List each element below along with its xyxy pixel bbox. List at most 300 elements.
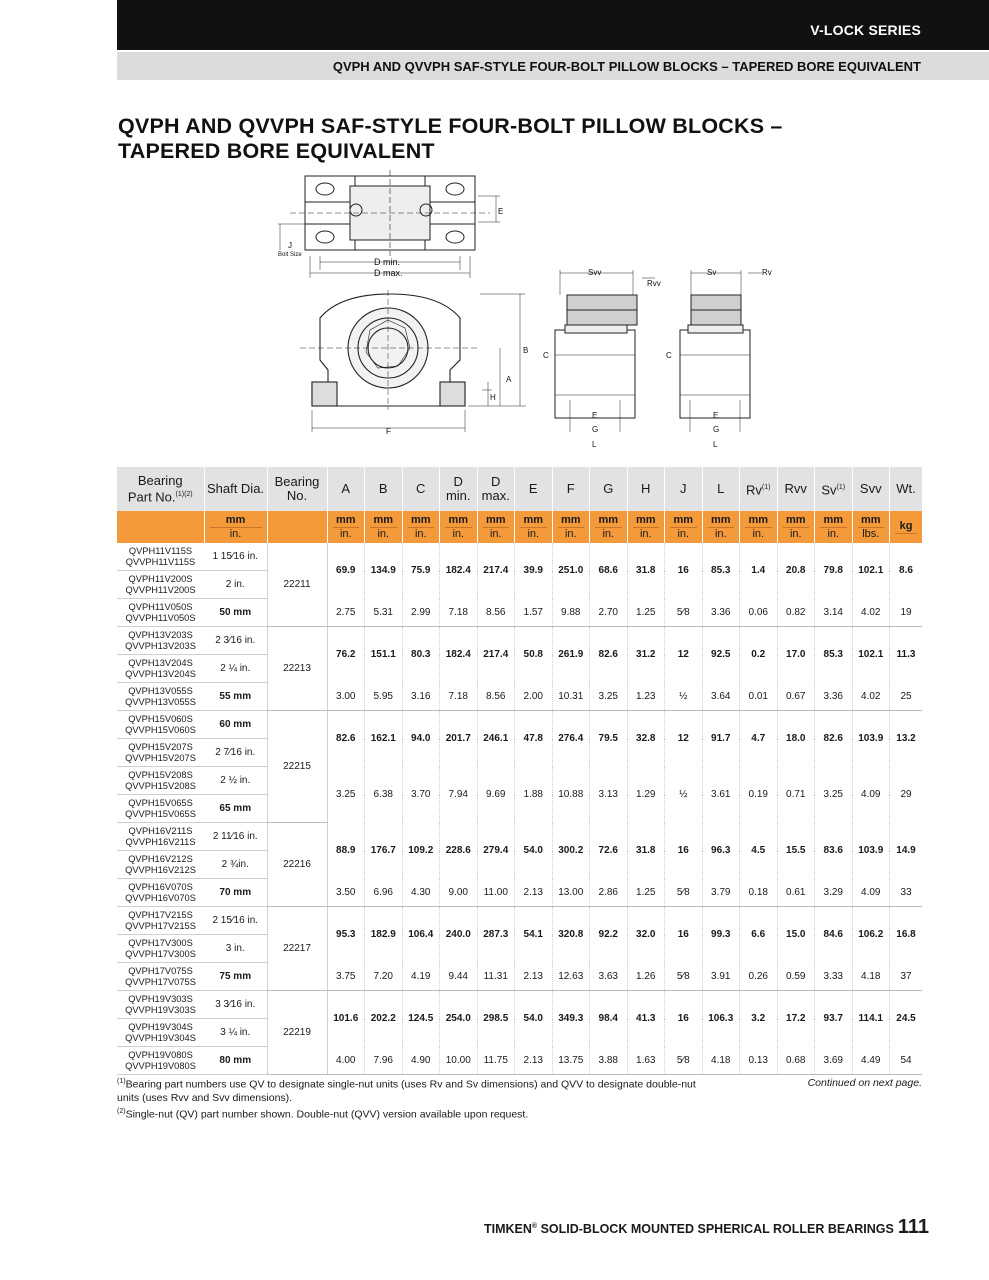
value-mm-cell: 54.0 [515, 991, 553, 1047]
label-bolt-size: Bolt Size [278, 252, 302, 258]
col-header-dim: B [365, 467, 403, 511]
bearing-no-cell: 22216 [267, 823, 327, 907]
value-in-cell: 0.06 [740, 599, 778, 627]
units-cell: kg [890, 511, 923, 543]
value-in-cell: 13.00 [552, 879, 590, 907]
value-mm-cell: 251.0 [552, 543, 590, 599]
value-in-cell: 3.25 [815, 767, 853, 823]
value-mm-cell: 240.0 [440, 907, 478, 963]
label-j: J [288, 241, 292, 250]
units-cell: mm in. [327, 511, 365, 543]
label-l-side1: L [592, 440, 597, 449]
value-mm-cell: 162.1 [365, 711, 403, 767]
value-in-cell: 54 [890, 1047, 923, 1075]
part-number-cell: QVPH13V203S QVVPH13V203S [117, 627, 204, 655]
value-in-cell: 5.95 [365, 683, 403, 711]
shaft-dia-cell: 2 ¼ in. [204, 655, 267, 683]
value-in-cell: 3.16 [402, 683, 440, 711]
value-mm-cell: 124.5 [402, 991, 440, 1047]
shaft-dia-cell: 60 mm [204, 711, 267, 739]
part-number-cell: QVPH13V204S QVVPH13V204S [117, 655, 204, 683]
shaft-dia-cell: 2 in. [204, 571, 267, 599]
label-l-side2: L [713, 440, 718, 449]
value-mm-cell: 68.6 [590, 543, 628, 599]
col-header-shaft-dia: Shaft Dia. [204, 467, 267, 511]
value-in-cell: 3.00 [327, 683, 365, 711]
side-view-single [680, 270, 762, 432]
table-row [117, 907, 922, 935]
value-in-cell: 3.88 [590, 1047, 628, 1075]
value-in-cell: 4.02 [852, 683, 890, 711]
part-number-cell: QVPH19V304S QVVPH19V304S [117, 1019, 204, 1047]
value-in-cell: 7.18 [440, 683, 478, 711]
value-in-cell: 3.50 [327, 879, 365, 907]
value-in-cell: 5⁄8 [665, 879, 703, 907]
units-cell: mm in. [440, 511, 478, 543]
label-b: B [523, 346, 529, 355]
label-d-min: D min. [374, 257, 401, 267]
value-in-cell: 0.82 [777, 599, 815, 627]
value-mm-cell: 103.9 [852, 711, 890, 767]
value-mm-cell: 3.2 [740, 991, 778, 1047]
col-header-dim: Svv [852, 467, 890, 511]
value-in-cell: 2.13 [515, 879, 553, 907]
part-number-cell: QVPH11V115S QVVPH11V115S [117, 543, 204, 571]
shaft-dia-cell: 2 ¾in. [204, 851, 267, 879]
value-mm-cell: 31.2 [627, 627, 665, 683]
col-header-dim: Wt. [890, 467, 923, 511]
value-in-cell: 5⁄8 [665, 599, 703, 627]
label-svv: Svv [588, 268, 602, 277]
shaft-dia-cell: 1 15⁄16 in. [204, 543, 267, 571]
value-in-cell: 4.30 [402, 879, 440, 907]
value-in-cell: 7.20 [365, 963, 403, 991]
front-view [300, 290, 529, 432]
value-mm-cell: 18.0 [777, 711, 815, 767]
value-in-cell: 4.19 [402, 963, 440, 991]
value-mm-cell: 11.3 [890, 627, 923, 683]
value-mm-cell: 106.3 [702, 991, 740, 1047]
value-mm-cell: 4.7 [740, 711, 778, 767]
value-in-cell: 4.18 [852, 963, 890, 991]
value-mm-cell: 75.9 [402, 543, 440, 599]
col-header-dim: L [702, 467, 740, 511]
value-mm-cell: 32.0 [627, 907, 665, 963]
part-number-cell: QVPH15V060S QVVPH15V060S [117, 711, 204, 739]
value-mm-cell: 228.6 [440, 823, 478, 879]
units-cell: mm in. [515, 511, 553, 543]
bearing-no-cell: 22217 [267, 907, 327, 991]
label-c-side: C [666, 351, 672, 360]
section-subtitle: QVPH AND QVVPH SAF-STYLE FOUR-BOLT PILLOW BLOCKS – TAPERED BORE EQUIVALENT [332, 59, 921, 74]
part-number-cell: QVPH17V075S QVVPH17V075S [117, 963, 204, 991]
shaft-dia-cell: 50 mm [204, 599, 267, 627]
value-in-cell: 3.25 [327, 767, 365, 823]
shaft-dia-cell: 2 ½ in. [204, 767, 267, 795]
col-header-dim: D max. [477, 467, 515, 511]
col-header-dim: E [515, 467, 553, 511]
label-f: F [386, 427, 391, 436]
value-mm-cell: 88.9 [327, 823, 365, 879]
value-mm-cell: 17.0 [777, 627, 815, 683]
top-banner [117, 0, 989, 50]
value-in-cell: 3.33 [815, 963, 853, 991]
value-mm-cell: 82.6 [590, 627, 628, 683]
units-cell: mm in. [815, 511, 853, 543]
value-in-cell: 25 [890, 683, 923, 711]
value-mm-cell: 85.3 [815, 627, 853, 683]
shaft-dia-cell: 2 7⁄16 in. [204, 739, 267, 767]
value-in-cell: 19 [890, 599, 923, 627]
table-row [117, 767, 922, 795]
footnotes [117, 1075, 717, 1121]
value-in-cell: 1.25 [627, 599, 665, 627]
page-number: 111 [897, 1216, 929, 1238]
value-in-cell: 5⁄8 [665, 963, 703, 991]
value-mm-cell: 20.8 [777, 543, 815, 599]
value-mm-cell: 39.9 [515, 543, 553, 599]
part-number-cell: QVPH15V207S QVVPH15V207S [117, 739, 204, 767]
value-mm-cell: 92.5 [702, 627, 740, 683]
page-footer [484, 1216, 929, 1239]
value-mm-cell: 50.8 [515, 627, 553, 683]
value-in-cell: 33 [890, 879, 923, 907]
value-in-cell: 5.31 [365, 599, 403, 627]
value-in-cell: 0.18 [740, 879, 778, 907]
value-mm-cell: 217.4 [477, 543, 515, 599]
units-cell [117, 511, 204, 543]
value-mm-cell: 84.6 [815, 907, 853, 963]
value-mm-cell: 101.6 [327, 991, 365, 1047]
value-mm-cell: 287.3 [477, 907, 515, 963]
shaft-dia-cell: 3 in. [204, 935, 267, 963]
value-mm-cell: 176.7 [365, 823, 403, 879]
value-in-cell: 3.25 [590, 683, 628, 711]
continued-note: Continued on next page. [807, 1077, 922, 1089]
value-mm-cell: 76.2 [327, 627, 365, 683]
label-d-max: D max. [374, 268, 403, 278]
table-row [117, 543, 922, 571]
value-in-cell: 13.75 [552, 1047, 590, 1075]
shaft-dia-cell: 3 3⁄16 in. [204, 991, 267, 1019]
value-mm-cell: 151.1 [365, 627, 403, 683]
part-number-cell: QVPH16V212S QVVPH16V212S [117, 851, 204, 879]
table-row [117, 683, 922, 711]
part-number-cell: QVPH19V303S QVVPH19V303S [117, 991, 204, 1019]
value-mm-cell: 8.6 [890, 543, 923, 599]
shaft-dia-cell: 70 mm [204, 879, 267, 907]
value-in-cell: 1.23 [627, 683, 665, 711]
value-in-cell: 6.38 [365, 767, 403, 823]
table-row [117, 711, 922, 739]
label-sv: Sv [707, 268, 717, 277]
value-in-cell: 11.00 [477, 879, 515, 907]
value-mm-cell: 320.8 [552, 907, 590, 963]
value-mm-cell: 17.2 [777, 991, 815, 1047]
value-mm-cell: 93.7 [815, 991, 853, 1047]
bearing-no-cell: 22213 [267, 627, 327, 711]
value-mm-cell: 106.4 [402, 907, 440, 963]
value-in-cell: 10.31 [552, 683, 590, 711]
value-mm-cell: 47.8 [515, 711, 553, 767]
shaft-dia-cell: 65 mm [204, 795, 267, 823]
value-mm-cell: 16 [665, 907, 703, 963]
value-mm-cell: 106.2 [852, 907, 890, 963]
value-in-cell: 3.75 [327, 963, 365, 991]
value-mm-cell: 254.0 [440, 991, 478, 1047]
value-mm-cell: 102.1 [852, 627, 890, 683]
value-mm-cell: 15.5 [777, 823, 815, 879]
units-cell: mm in. [477, 511, 515, 543]
pillow-block-drawing [270, 170, 790, 460]
value-in-cell: 29 [890, 767, 923, 823]
value-mm-cell: 91.7 [702, 711, 740, 767]
part-number-cell: QVPH11V200S QVVPH11V200S [117, 571, 204, 599]
value-mm-cell: 80.3 [402, 627, 440, 683]
value-mm-cell: 102.1 [852, 543, 890, 599]
value-in-cell: 9.00 [440, 879, 478, 907]
col-header-dim: F [552, 467, 590, 511]
value-mm-cell: 69.9 [327, 543, 365, 599]
shaft-dia-cell: 75 mm [204, 963, 267, 991]
col-header-dim: Sv$^{(1)}$ [815, 467, 853, 511]
value-in-cell: 1.57 [515, 599, 553, 627]
value-mm-cell: 99.3 [702, 907, 740, 963]
value-mm-cell: 15.0 [777, 907, 815, 963]
value-mm-cell: 16 [665, 543, 703, 599]
units-cell: mm in. [740, 511, 778, 543]
label-g-side2: G [713, 425, 720, 434]
table-row [117, 963, 922, 991]
value-in-cell: 0.71 [777, 767, 815, 823]
value-mm-cell: 1.4 [740, 543, 778, 599]
units-cell: mm in. [365, 511, 403, 543]
value-mm-cell: 85.3 [702, 543, 740, 599]
bearing-no-cell: 22211 [267, 543, 327, 627]
value-in-cell: 12.63 [552, 963, 590, 991]
value-in-cell: 2.99 [402, 599, 440, 627]
label-e-top: E [498, 207, 504, 216]
value-in-cell: 2.70 [590, 599, 628, 627]
label-h: H [490, 393, 496, 402]
value-in-cell: 4.49 [852, 1047, 890, 1075]
value-in-cell: 7.96 [365, 1047, 403, 1075]
col-header-dim: H [627, 467, 665, 511]
part-number-cell: QVPH15V208S QVVPH15V208S [117, 767, 204, 795]
col-header-dim: C [402, 467, 440, 511]
value-in-cell: 11.31 [477, 963, 515, 991]
value-mm-cell: 12 [665, 711, 703, 767]
value-in-cell: 0.61 [777, 879, 815, 907]
shaft-dia-cell: 80 mm [204, 1047, 267, 1075]
part-number-cell: QVPH17V215S QVVPH17V215S [117, 907, 204, 935]
value-in-cell: 3.69 [815, 1047, 853, 1075]
units-cell: mm lbs. [852, 511, 890, 543]
value-mm-cell: 31.8 [627, 543, 665, 599]
value-in-cell: 0.68 [777, 1047, 815, 1075]
value-in-cell: 3.29 [815, 879, 853, 907]
value-mm-cell: 182.4 [440, 627, 478, 683]
part-number-cell: QVPH16V070S QVVPH16V070S [117, 879, 204, 907]
table-header-row [117, 467, 922, 511]
value-mm-cell: 41.3 [627, 991, 665, 1047]
table-row [117, 991, 922, 1019]
value-mm-cell: 32.8 [627, 711, 665, 767]
label-e-side2: E [713, 411, 719, 420]
value-in-cell: 3.36 [815, 683, 853, 711]
value-in-cell: 7.18 [440, 599, 478, 627]
value-in-cell: 2.13 [515, 1047, 553, 1075]
series-title: V-LOCK SERIES [810, 22, 921, 38]
shaft-dia-cell: 55 mm [204, 683, 267, 711]
side-view-double [555, 270, 655, 432]
part-number-cell: QVPH11V050S QVVPH11V050S [117, 599, 204, 627]
value-in-cell: 8.56 [477, 599, 515, 627]
shaft-dia-cell: 2 15⁄16 in. [204, 907, 267, 935]
value-in-cell: 9.44 [440, 963, 478, 991]
value-mm-cell: 182.4 [440, 543, 478, 599]
value-mm-cell: 182.9 [365, 907, 403, 963]
footnote-1: $^{(1)}$Bearing part numbers use QV to designate single-nut units (uses Rv and Sv dimensions) and QVV to designate double-nut units (uses Rvv and Svv dimensions). [117, 1078, 696, 1104]
value-in-cell: 3.79 [702, 879, 740, 907]
value-mm-cell: 12 [665, 627, 703, 683]
page-title [118, 114, 783, 164]
col-header-dim: J [665, 467, 703, 511]
value-in-cell: 0.13 [740, 1047, 778, 1075]
value-mm-cell: 24.5 [890, 991, 923, 1047]
value-in-cell: 8.56 [477, 683, 515, 711]
value-in-cell: 2.13 [515, 963, 553, 991]
value-in-cell: 3.61 [702, 767, 740, 823]
value-mm-cell: 79.8 [815, 543, 853, 599]
value-in-cell: 3.36 [702, 599, 740, 627]
value-in-cell: 2.75 [327, 599, 365, 627]
label-rvv: Rvv [647, 279, 661, 288]
units-cell: mm in. [665, 511, 703, 543]
value-in-cell: 2.86 [590, 879, 628, 907]
value-mm-cell: 134.9 [365, 543, 403, 599]
value-in-cell: ½ [665, 767, 703, 823]
value-mm-cell: 83.6 [815, 823, 853, 879]
value-mm-cell: 92.2 [590, 907, 628, 963]
value-mm-cell: 6.6 [740, 907, 778, 963]
value-in-cell: 7.94 [440, 767, 478, 823]
value-mm-cell: 298.5 [477, 991, 515, 1047]
table-row [117, 879, 922, 907]
col-header-dim: D min. [440, 467, 478, 511]
units-cell: mm in. [590, 511, 628, 543]
units-cell: mm in. [552, 511, 590, 543]
col-header-dim: Rv$^{(1)}$ [740, 467, 778, 511]
value-mm-cell: 82.6 [815, 711, 853, 767]
value-in-cell: 9.88 [552, 599, 590, 627]
table-row [117, 627, 922, 655]
value-mm-cell: 16 [665, 823, 703, 879]
value-mm-cell: 72.6 [590, 823, 628, 879]
table-row [117, 599, 922, 627]
footer-text: SOLID-BLOCK MOUNTED SPHERICAL ROLLER BEARINGS [537, 1222, 894, 1236]
part-number-cell: QVPH17V300S QVVPH17V300S [117, 935, 204, 963]
units-cell: mm in. [627, 511, 665, 543]
value-in-cell: 4.00 [327, 1047, 365, 1075]
units-cell [267, 511, 327, 543]
page-title-line1: QVPH AND QVVPH SAF-STYLE FOUR-BOLT PILLOW BLOCKS – [118, 114, 783, 138]
col-header-bearing-no: Bearing No. [267, 467, 327, 511]
value-in-cell: 1.26 [627, 963, 665, 991]
table-body [117, 543, 922, 1075]
dimensions-table [117, 467, 922, 1075]
value-in-cell: 6.96 [365, 879, 403, 907]
value-mm-cell: 16 [665, 991, 703, 1047]
col-header-dim: Rvv [777, 467, 815, 511]
table-row [117, 1047, 922, 1075]
value-mm-cell: 94.0 [402, 711, 440, 767]
value-in-cell: 1.63 [627, 1047, 665, 1075]
value-in-cell: 3.70 [402, 767, 440, 823]
value-mm-cell: 4.5 [740, 823, 778, 879]
footer-brand: TIMKEN [484, 1222, 532, 1236]
label-rv: Rv [762, 268, 772, 277]
value-in-cell: 0.67 [777, 683, 815, 711]
value-in-cell: 3.91 [702, 963, 740, 991]
value-in-cell: 4.09 [852, 767, 890, 823]
shaft-dia-cell: 2 11⁄16 in. [204, 823, 267, 851]
part-number-cell: QVPH19V080S QVVPH19V080S [117, 1047, 204, 1075]
sub-banner [117, 52, 989, 80]
value-in-cell: 0.19 [740, 767, 778, 823]
value-mm-cell: 276.4 [552, 711, 590, 767]
value-in-cell: 3.63 [590, 963, 628, 991]
value-in-cell: 2.00 [515, 683, 553, 711]
part-number-cell: QVPH15V065S QVVPH15V065S [117, 795, 204, 823]
value-mm-cell: 82.6 [327, 711, 365, 767]
label-c-front: C [543, 351, 549, 360]
value-mm-cell: 217.4 [477, 627, 515, 683]
page-title-line2: TAPERED BORE EQUIVALENT [118, 139, 435, 163]
value-in-cell: 4.09 [852, 879, 890, 907]
part-number-cell: QVPH13V055S QVVPH13V055S [117, 683, 204, 711]
value-in-cell: 1.25 [627, 879, 665, 907]
value-in-cell: 5⁄8 [665, 1047, 703, 1075]
table-row [117, 823, 922, 851]
label-g-side1: G [592, 425, 599, 434]
value-in-cell: 4.02 [852, 599, 890, 627]
value-in-cell: 0.59 [777, 963, 815, 991]
value-in-cell: 3.13 [590, 767, 628, 823]
value-in-cell: 4.18 [702, 1047, 740, 1075]
value-mm-cell: 96.3 [702, 823, 740, 879]
value-in-cell: 11.75 [477, 1047, 515, 1075]
value-mm-cell: 349.3 [552, 991, 590, 1047]
value-in-cell: 0.01 [740, 683, 778, 711]
footnote-2: $^{(2)}$Single-nut (QV) part number shown. Double-nut (QVV) version available upon request. [117, 1107, 529, 1120]
value-mm-cell: 98.4 [590, 991, 628, 1047]
value-in-cell: 1.29 [627, 767, 665, 823]
units-cell: mm in. [702, 511, 740, 543]
shaft-dia-cell: 3 ¼ in. [204, 1019, 267, 1047]
label-e-side1: E [592, 411, 598, 420]
units-row [117, 511, 922, 543]
value-mm-cell: 79.5 [590, 711, 628, 767]
value-in-cell: 10.88 [552, 767, 590, 823]
shaft-dia-cell: 2 3⁄16 in. [204, 627, 267, 655]
units-cell: mm in. [204, 511, 267, 543]
value-mm-cell: 109.2 [402, 823, 440, 879]
value-mm-cell: 14.9 [890, 823, 923, 879]
value-mm-cell: 300.2 [552, 823, 590, 879]
value-in-cell: 0.26 [740, 963, 778, 991]
value-mm-cell: 0.2 [740, 627, 778, 683]
